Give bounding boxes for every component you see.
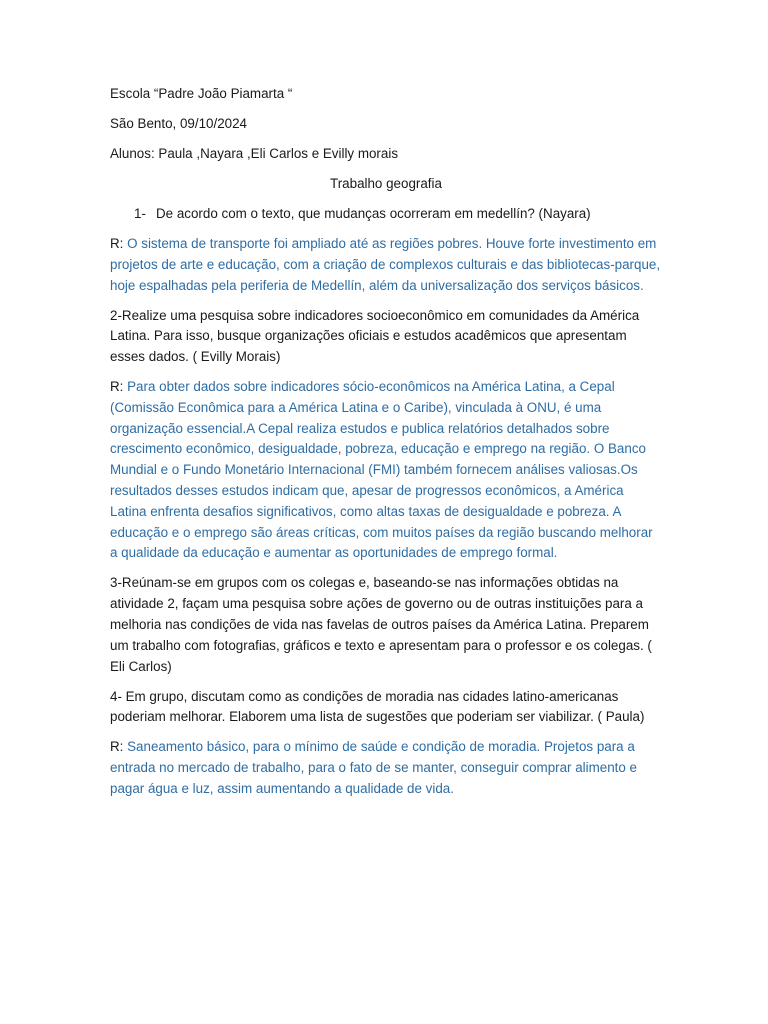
document-title: Trabalho geografia [330, 175, 442, 191]
answer-4-text: Saneamento básico, para o mínimo de saúde e condição de moradia. Projetos para a entrada no mercado de trabalho, para o fato de se manter, conseguir comprar alimento e pagar água e luz, assim aumentando a qualidade de vida. [110, 739, 638, 796]
answer-4-prefix: R: [110, 739, 128, 755]
document-page [110, 84, 662, 809]
question-1-number: 1- [134, 205, 146, 221]
answer-1 [110, 234, 662, 296]
question-2: 2-Realize uma pesquisa sobre indicadores socioeconômico em comunidades da América Latina. Para isso, busque organizações oficiais e estudos acadêmicos que apresentam esses dados. ( Evilly Morais) [110, 307, 640, 365]
question-1-text: De acordo com o texto, que mudanças ocorreram em medellín? (Nayara) [156, 205, 591, 221]
answer-1-prefix: R: [110, 235, 128, 251]
answer-2-prefix: R: [110, 379, 128, 395]
question-3: 3-Reúnam-se em grupos com os colegas e, baseando-se nas informações obtidas na atividade 2, façam uma pesquisa sobre ações de governo ou de outras instituições para a melhoria nas condições de vida nas favelas de outros países da América Latina. Preparem um trabalho com fotografias, gráficos e texto e apresentam para o professor e os colegas. ( Eli Carlos) [110, 575, 652, 674]
students-list: Alunos: Paula ,Nayara ,Eli Carlos e Evilly morais [110, 145, 399, 161]
question-4: 4- Em grupo, discutam como as condições de moradia nas cidades latino-americanas poderiam melhorar. Elaborem uma lista de sugestões que poderiam ser viabilizar. ( Paula) [110, 688, 645, 725]
place-date: São Bento, 09/10/2024 [110, 115, 247, 131]
answer-2 [110, 377, 662, 564]
answer-4 [110, 737, 662, 799]
answer-1-text: O sistema de transporte foi ampliado até as regiões pobres. Houve forte investimento em projetos de arte e educação, com a criação de complexos culturais e das bibliotecas-parque, hoje espalhadas pela periferia de Medellín, além da universalização dos serviços básicos. [110, 235, 661, 293]
school-name: Escola “Padre João Piamarta “ [110, 86, 293, 101]
question-1 [110, 204, 662, 225]
answer-2-text: Para obter dados sobre indicadores sócio-econômicos na América Latina, a Cepal (Comissão Econômica para a América Latina e o Caribe), vinculada à ONU, é uma organização essencial.A Cepal realiza estudos e publica relatórios detalhados sobre crescimento econômico, desigualdade, pobreza, educação e emprego na região. O Banco Mundial e o Fundo Monetário Internacional (FMI) também fornecem análises valiosas.Os resultados desses estudos indicam que, apesar de progressos econômicos, a América Latina enfrenta desafios significativos, como altas taxas de desigualdade e pobreza. A educação e o emprego são áreas críticas, com muitos países da região buscando melhorar a qualidade da educação e aumentar as oportunidades de emprego formal. [110, 379, 653, 561]
